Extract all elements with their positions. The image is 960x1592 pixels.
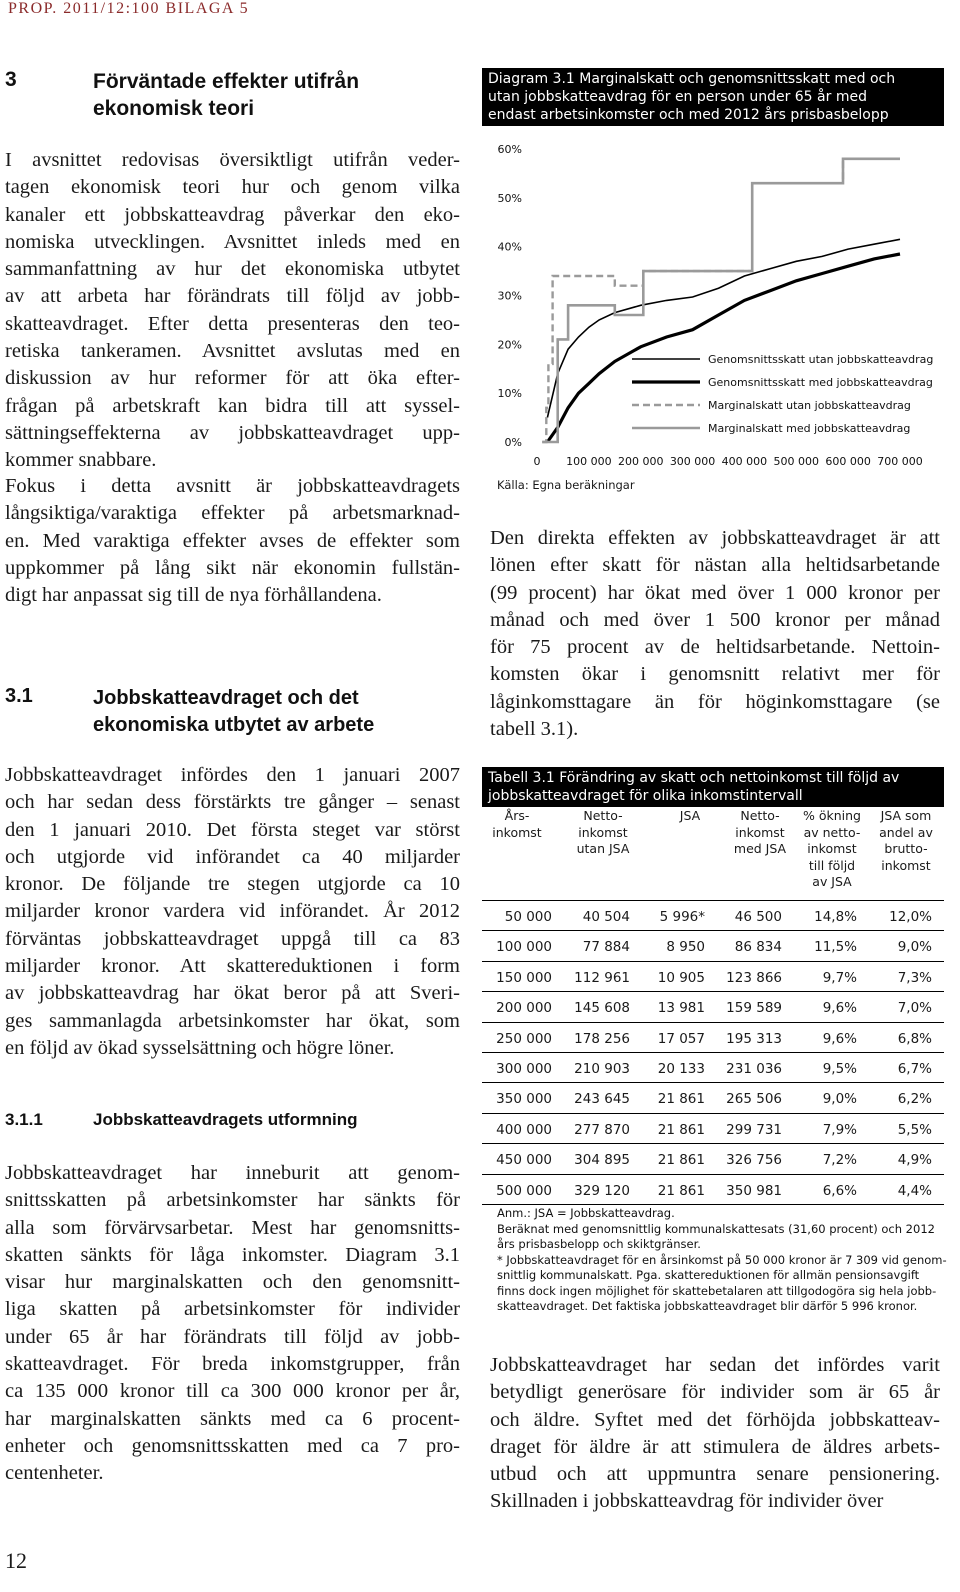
legend-label: Genomsnittsskatt med jobbskatteavdrag [708,376,933,389]
subsubsection-title: Jobbskatteavdragets utformning [93,1110,358,1129]
column-header-line: inkomst [807,841,857,856]
text-line: och har sedan dess förstärkts tre gånger – senast [5,791,460,814]
text-line: diskussion av hur reformer för att öka efter- [5,367,460,390]
text-line: en. Med varaktiga effekter avses de effekter som [5,529,460,552]
subsection-number: 3.1 [5,685,33,707]
table-cell: 9,6% [822,1030,857,1047]
table-cell: 500 000 [496,1182,552,1199]
x-tick-label: 500 000 [773,455,820,468]
text-line: kronor. De följande tre stegen utgjorde ca 10 [5,873,460,896]
legend-label: Marginalskatt utan jobbskatteavdrag [708,399,911,412]
table-cell: 14,8% [814,909,857,925]
text-line: ges sammanlagda arbetsinkomster har ökat, som [5,1009,460,1032]
table-cell: 7,3% [897,969,932,986]
text-line: enheter och genomsnittsskatten med ca 7 pro- [5,1434,460,1457]
subsection-title [93,685,374,739]
table-title [482,767,944,807]
table-cell: 100 000 [496,939,552,956]
table-row [482,900,944,931]
text-line: Jobbskatteavdraget har inneburit att genom- [5,1162,460,1184]
text-line: Skillnaden i jobbskatteavdrag för individer över [490,1490,884,1513]
table-cell: 400 000 [496,1121,552,1138]
note-line: snittlig kommunalskatt. Pga. skattereduktionen för allmän pensionsavgift [497,1268,920,1282]
table-cell: 329 120 [574,1182,630,1199]
x-tick-label: 400 000 [721,455,768,468]
table-cell: 300 000 [496,1061,552,1077]
text-line: den 1 januari 2010. Det första steget var störst [5,818,460,841]
text-line: förväntas jobbskatteavdraget uppgå till ca 83 [5,927,460,950]
text-line: visar hur marginalskatten och den genomsnitt- [5,1271,460,1294]
running-head: PROP. 2011/12:100 BILAGA 5 [8,0,250,17]
line-chart [482,135,944,480]
table-notes [497,1206,947,1315]
text-line: Fokus i detta avsnitt är jobbskatteavdragets [5,475,460,497]
text-line: frågan på arbetskraft kan bidra till att syssel- [5,394,460,417]
text-line: uppkommer på lång sikt när ekonomin fullstän- [5,556,460,579]
column-header-line: av JSA [812,874,852,889]
text-line: en följd av ökad sysselsättning och högre löner. [5,1036,395,1059]
text-line: alla som förvärvsarbetar. Mest har genomsnitts- [5,1216,460,1239]
table-row [482,930,944,961]
text-line: liga skatten på arbetsinkomster för individer [5,1298,460,1321]
table-cell: 7,2% [822,1152,857,1169]
legend-label: Marginalskatt med jobbskatteavdrag [708,422,911,435]
table-cell: 12,0% [889,909,932,925]
y-tick-label: 50% [497,191,522,205]
table-cell: 11,5% [814,939,857,956]
table-cell: 77 884 [582,939,630,956]
table-cell: 265 506 [726,1091,782,1108]
table-cell: 9,0% [897,939,932,956]
table-cell: 210 903 [574,1061,630,1077]
section-title-line: ekonomisk teori [93,97,255,120]
column-header-line: brutto- [884,841,928,856]
note-line: skatteavdraget. Det faktiska jobbskatteavdraget blir därför 5 996 kronor. [497,1299,918,1313]
series-line [547,254,900,442]
x-tick-label: 100 000 [566,455,612,468]
text-line: I avsnittet redovisas översiktligt utifrån veder- [5,149,460,171]
text-line: sättningseffekterna av jobbskatteavdraget upp- [5,421,460,444]
table-row [482,961,944,992]
table-row [482,1082,944,1113]
table-row [482,991,944,1022]
text-line: tabell 3.1). [490,718,579,741]
y-tick-label: 0% [504,436,522,449]
table-cell: 159 589 [726,1000,782,1017]
text-line: långsiktiga/varaktiga effekter på arbetsmarknad- [5,502,460,525]
table-cell: 21 861 [657,1152,705,1169]
column-header-line: % ökning [803,808,861,823]
column-header-line: inkomst [492,824,542,840]
column-header-line: inkomst [881,857,931,873]
table-cell: 5,5% [897,1121,932,1138]
table-cell: 150 000 [496,969,552,986]
text-line: Jobbskatteavdraget har sedan det infördes varit [490,1354,940,1376]
section-number: 3 [5,68,17,91]
table-cell: 112 961 [574,969,630,986]
table-title-line: jobbskatteavdraget för olika inkomstintervall [488,788,803,804]
text-line: sammanfattning av hur det ekonomiska utbytet [5,258,460,281]
y-tick-label: 40% [497,240,522,254]
text-line: centenheter. [5,1462,104,1485]
diagram-title-line: endast arbetsinkomster och med 2012 års prisbasbelopp [488,107,889,123]
table-cell: 40 504 [582,909,630,925]
table-cell: 13 981 [657,1000,705,1017]
table-row [482,1174,944,1205]
column-header [561,808,645,858]
table-cell: 46 500 [734,909,782,925]
subsubsection-number: 3.1.1 [5,1110,43,1129]
table-cell: 10 905 [657,969,705,986]
diagram-title [482,68,944,126]
table-cell: 5 996* [659,909,705,925]
table-cell: 6,7% [897,1061,932,1077]
table-title-line: Tabell 3.1 Förändring av skatt och nettoinkomst till följd av [488,770,900,786]
column-header-line: andel av [879,824,933,840]
table-cell: 277 870 [574,1121,630,1138]
note-line: års prisbasbelopp och skiktgränser. [497,1237,701,1251]
x-tick-label: 300 000 [669,455,716,468]
table-cell: 21 861 [657,1091,705,1108]
table-cell: 4,9% [897,1152,932,1169]
table-cell: 350 981 [726,1182,782,1199]
text-line: av att arbeta har förändrats till följd av jobb- [5,285,460,308]
text-line: ca 135 000 kronor till ca 300 000 kronor per år, [5,1380,460,1403]
text-line: skatteavdraget. För breda inkomstgrupper, från [5,1353,460,1376]
column-header-line: utan JSA [576,841,630,856]
x-tick-label: 0 [533,455,541,468]
table-cell: 145 608 [574,1000,630,1017]
text-line: lönen efter skatt för nästan alla heltidsarbetande [490,554,940,577]
table-row [482,1113,944,1144]
section-paragraph [5,473,460,609]
right-paragraph [490,1352,940,1516]
table-cell: 9,0% [822,1091,857,1108]
text-line: skatten sänkts för låga inkomster. Diagram 3.1 [5,1243,460,1266]
note-line: Beräknat med genomsnittlig kommunalskattesats (31,60 procent) och 2012 [497,1221,935,1236]
table-cell: 200 000 [496,1000,552,1017]
text-line: låginkomsttagare än för höginkomsttagare (se [490,690,940,713]
text-line: miljarder kronor. Att skattereduktionen i form [5,955,460,978]
text-line: komsten ökar i genomsnitt relativt mer för [490,663,940,686]
text-line: kanaler ett jobbskatteavdrag påverkar den eko- [5,203,460,226]
table-cell: 299 731 [726,1121,782,1138]
table-cell: 20 133 [657,1061,705,1077]
note-line: * Jobbskatteavdraget för en årsinkomst på 50 000 kronor är 7 309 vid genom- [497,1252,947,1267]
column-header-line: av netto- [803,824,861,840]
table-cell: 326 756 [726,1152,782,1169]
subsection-title-line: Jobbskatteavdraget och det [93,687,359,709]
text-line: och utgjorde vid införandet ca 40 miljarder [5,845,460,868]
column-header [864,808,948,874]
text-line: kommer snabbare. [5,449,157,472]
table-cell: 7,0% [897,1000,932,1017]
column-header-line: Netto- [583,808,623,823]
page-number: 12 [5,1548,27,1573]
table-cell: 9,5% [822,1061,857,1077]
table-cell: 250 000 [496,1030,552,1047]
table-cell: 9,7% [822,969,857,986]
subsubsection-paragraph [5,1160,460,1488]
diagram-title-line: Diagram 3.1 Marginalskatt och genomsnittsskatt med och [488,71,896,87]
text-line: under 65 år har förändrats till följd av jobb- [5,1325,460,1348]
column-header-line: JSA [679,808,701,823]
x-tick-label: 600 000 [825,455,871,468]
text-line: retiska tankeramen. Avsnittet avslutas med en [5,340,460,363]
table-cell: 450 000 [496,1152,552,1169]
table-cell: 8 950 [666,939,705,956]
table-cell: 350 000 [496,1091,552,1108]
text-line: utbud och att uppmuntra senare pensionering. [490,1463,940,1486]
text-line: skatteavdraget. Efter detta presenteras den teo- [5,312,460,335]
chart-source: Källa: Egna beräkningar [497,478,635,492]
section-paragraph [5,147,460,475]
column-header [475,808,559,841]
table-cell: 304 895 [574,1152,630,1169]
section-title-line: Förväntade effekter utifrån [93,70,360,93]
table-cell: 178 256 [574,1030,630,1047]
column-header [790,808,874,891]
column-header-line: med JSA [733,841,787,856]
text-line: Den direkta effekten av jobbskatteavdraget är att [490,527,940,549]
table-cell: 9,6% [822,1000,857,1017]
text-line: för 75 procent av de heltidsarbetande. Nettoin- [490,636,940,659]
table-cell: 195 313 [726,1030,782,1047]
table-cell: 243 645 [574,1091,630,1108]
table-cell: 21 861 [657,1121,705,1138]
table-cell: 21 861 [657,1182,705,1199]
subsection-paragraph [5,762,460,1062]
column-header-line: inkomst [578,824,628,840]
text-line: (99 procent) har ökat med över 1 000 kronor per [490,581,940,604]
table-row [482,1143,944,1174]
diagram-title-line: utan jobbskatteavdrag för en person under 65 år med [488,89,867,105]
table-cell: 86 834 [734,939,782,956]
table-cell: 123 866 [726,969,782,986]
text-line: Jobbskatteavdraget infördes den 1 januari 2007 [5,764,460,786]
text-line: snittsskatten på arbetsinkomster har sänkts för [5,1189,460,1212]
table-row [482,1052,944,1083]
y-tick-label: 20% [497,338,522,352]
table-cell: 231 036 [726,1061,782,1077]
table-cell: 17 057 [657,1030,705,1047]
right-paragraph [490,525,940,743]
column-header-line: JSA som [880,808,932,823]
text-line: månad och med över 1 500 kronor per månad [490,608,940,631]
text-line: draget för äldre är att stimulera de äldres arbets- [490,1435,940,1458]
text-line: miljarder kronor vardera vid införandet. År 2012 [5,900,460,923]
x-tick-label: 200 000 [617,455,664,468]
table-cell: 4,4% [897,1182,932,1199]
column-header-line: Netto- [740,808,780,823]
text-line: nomiska utvecklingen. Avsnittet inleds med en [5,230,460,253]
x-tick-label: 700 000 [877,455,923,468]
column-header-line: till följd [808,857,856,873]
text-line: och äldre. Syftet med det förhöjda jobbskatteav- [490,1408,940,1431]
y-tick-label: 30% [497,289,522,303]
table-cell: 6,2% [897,1091,932,1108]
table-cell: 6,8% [897,1030,932,1047]
text-line: av jobbskatteavdrag har ökat beror på att Sveri- [5,982,460,1005]
note-line: Anm.: JSA = Jobbskatteavdrag. [497,1206,675,1220]
legend-label: Genomsnittsskatt utan jobbskatteavdrag [708,353,934,366]
table-row [482,1022,944,1053]
table-cell: 6,6% [822,1182,857,1199]
text-line: digt har anpassat sig till de nya förhållandena. [5,584,382,607]
text-line: betydligt generösare för individer som är 65 år [490,1381,940,1404]
y-tick-label: 10% [497,387,522,401]
table-bottom-rule [482,1204,944,1205]
text-line: har marginalskatten sänkts med ca 6 procent- [5,1407,460,1430]
column-header-line: Års- [504,808,530,823]
table-cell: 50 000 [504,909,552,925]
table-cell: 7,9% [822,1121,857,1138]
text-line: tagen ekonomisk teori hur och genom vilka [5,176,460,199]
section-title [93,68,359,122]
y-tick-label: 60% [497,143,522,156]
subsection-title-line: ekonomiska utbytet av arbete [93,714,375,736]
column-header-line: inkomst [735,824,785,840]
note-line: finns dock ingen möjlighet för skattebetalaren att tillgodogöra sig hela jobb- [497,1283,937,1298]
